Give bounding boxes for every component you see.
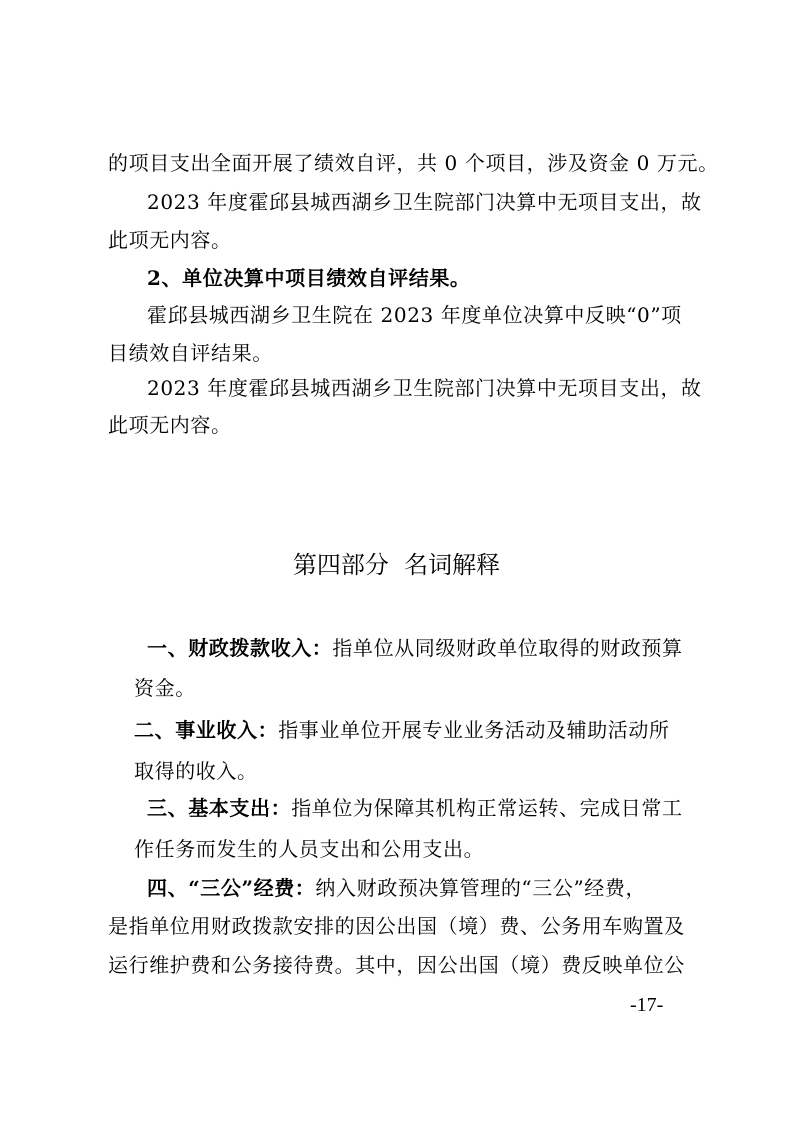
definition-line <box>147 873 737 903</box>
definition-line <box>147 793 737 823</box>
paragraph-line: 是指单位用财政拨款安排的因公出国（境）费、公务用车购置及 <box>108 914 685 938</box>
definition-line <box>147 633 737 663</box>
definition-text: 指单位为保障其机构正常运转、完成日常工 <box>291 796 683 820</box>
paragraph-line: 运行维护费和公务接待费。其中，因公出国（境）费反映单位公 <box>108 953 685 977</box>
definition-continuation: 取得的收入。 <box>134 759 258 783</box>
paragraph-line: 2023 年度霍邱县城西湖乡卫生院部门决算中无项目支出，故 <box>147 190 702 214</box>
definition-text: 纳入财政预决算管理的“三公”经费， <box>315 876 647 900</box>
paragraph-line: 2023 年度霍邱县城西湖乡卫生院部门决算中无项目支出，故 <box>147 376 702 400</box>
definition-line <box>134 715 724 745</box>
subheading: 2、单位决算中项目绩效自评结果。 <box>147 266 471 290</box>
paragraph-line: 目绩效自评结果。 <box>108 341 273 365</box>
definition-continuation: 作任务而发生的人员支出和公用支出。 <box>134 837 485 861</box>
page-number: -17- <box>630 994 664 1016</box>
paragraph-line: 此项无内容。 <box>108 228 232 252</box>
definition-text: 指事业单位开展专业业务活动及辅助活动所 <box>278 718 670 742</box>
paragraph-line: 霍邱县城西湖乡卫生院在 2023 年度单位决算中反映“0”项 <box>147 303 682 327</box>
paragraph-line: 此项无内容。 <box>108 413 232 437</box>
paragraph-line: 的项目支出全面开展了绩效自评，共 0 个项目，涉及资金 0 万元。 <box>108 151 719 175</box>
definition-term: 二、事业收入： <box>134 718 279 742</box>
definition-term: 四、“三公”经费： <box>147 876 316 900</box>
definition-term: 一、财政拨款收入： <box>147 636 333 660</box>
definition-text: 指单位从同级财政单位取得的财政预算 <box>332 636 683 660</box>
definition-continuation: 资金。 <box>134 676 196 700</box>
section-title: 第四部分 名词解释 <box>292 551 501 579</box>
definition-term: 三、基本支出： <box>147 796 292 820</box>
